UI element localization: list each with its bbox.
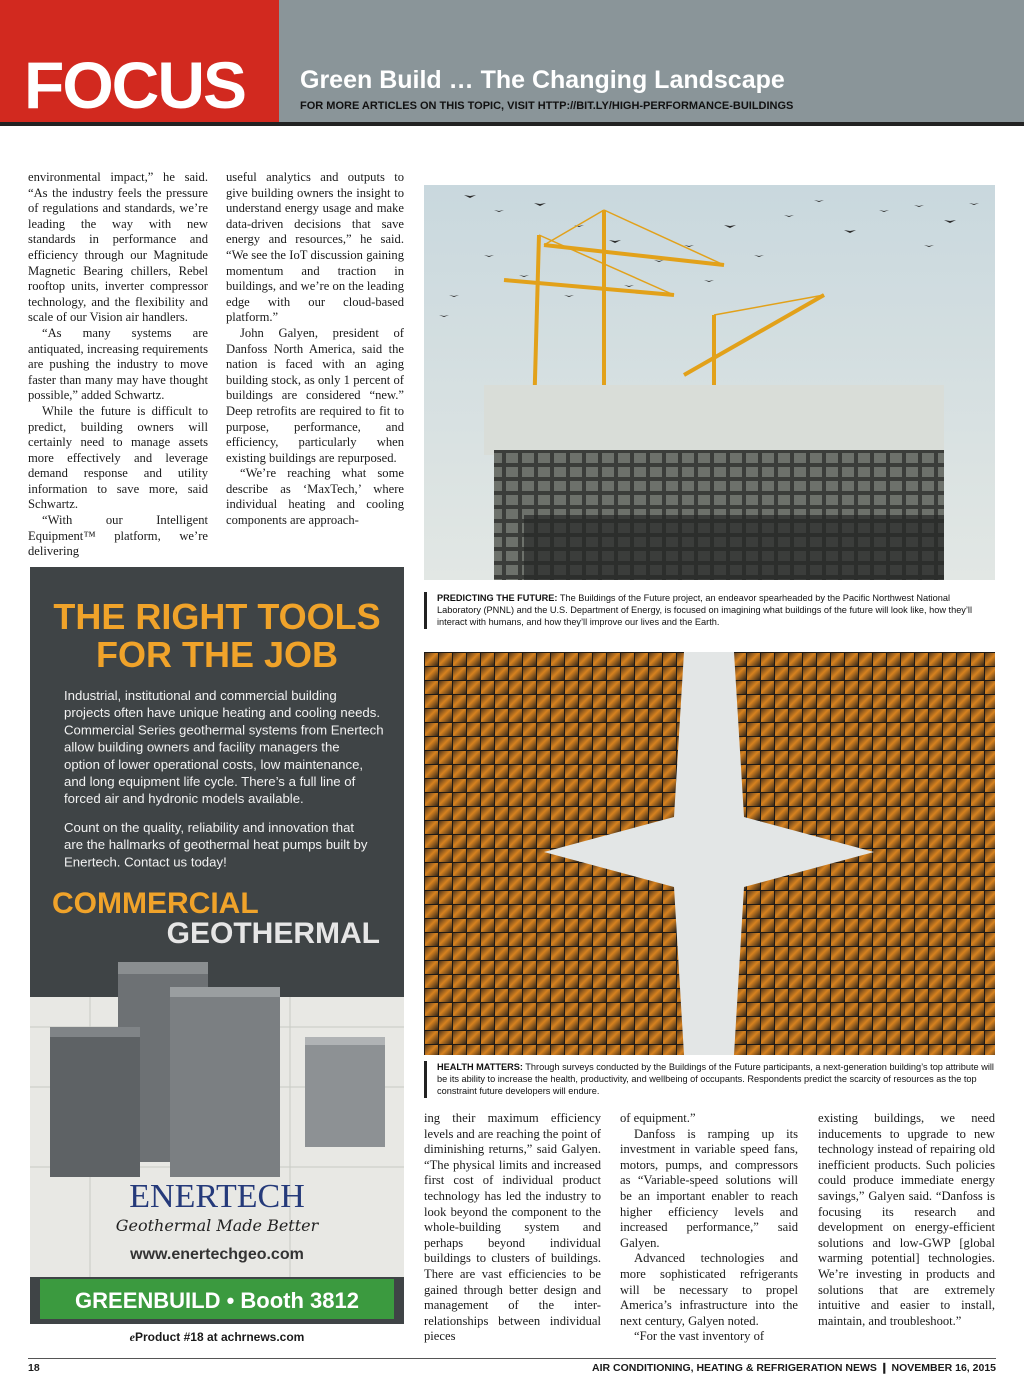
paragraph: While the future is difficult to predict, building owners will certainly need to manage assets more effectively and leverage demand response and utility information to save more, said Schwartz.: [28, 403, 208, 512]
paragraph: environmental impact,” he said. “As the industry feels the pressure of regulations and standards, we’re leading the way with new standards in performance and efficiency through our Magnitude Magnetic Bearing chillers, Rebel rooftop units, inverter compressor technology, and the flexibility and scale of our Vision air handlers.: [28, 170, 208, 325]
paragraph: existing buildings, we need inducements to upgrade to new technology instead of repairing old inefficient products. Such policies could produce immediate energy savings,” Galyen said. “Danfoss is focusing its research and development on energy-efficient solutions and low-GWP [global warming potential] technologies. We’re investing in products and solutions that are extremely intuitive and easier to install, maintain, and troubleshoot.”: [818, 1111, 995, 1328]
eproduct-text: Product #18 at achrnews.com: [134, 1330, 305, 1344]
ad-booth-text: GREENBUILD • Booth 3812: [75, 1288, 359, 1313]
section-link-text[interactable]: FOR MORE ARTICLES ON THIS TOPIC, VISIT HTTP://BIT.LY/HIGH-PERFORMANCE-BUILDINGS: [300, 100, 794, 112]
ad-headline-1: THE RIGHT TOOLS: [53, 596, 381, 637]
section-label: FOCUS: [24, 48, 245, 122]
section-title: Green Build … The Changing Landscape: [300, 66, 785, 94]
eproduct-e: e: [129, 1330, 135, 1344]
paragraph: Advanced technologies and more sophisticated refrigerants will be necessary to propel America’s infrastructure into the next century, Galyen noted.: [620, 1251, 798, 1328]
caption-body: Through surveys conducted by the Buildings of the Future participants, a next-generation building’s top attribute will be its ability to increase the health, productivity, and wellbeing of occupants. Respondents predict the scarcity of resources as the top constraint future developers will endure.: [437, 1062, 994, 1097]
paragraph: John Galyen, president of Danfoss North America, said the nation is faced with an aging building stock, as only 1 percent of buildings are considered “new.” Deep retrofits are required to fit to purpose, performance, and efficiency, particularly when existing buildings are repurposed.: [226, 325, 404, 465]
ad-body-line: Count on the quality, reliability and innovation that: [64, 820, 355, 835]
article-column-2: [226, 170, 404, 529]
ad-url[interactable]: www.enertechgeo.com: [130, 1246, 304, 1263]
paragraph: of equipment.”: [620, 1111, 696, 1125]
paragraph: Danfoss is ramping up its investment in variable speed fans, motors, pumps, and compressors as “Variable-speed solutions will be an important enabler to reach higher efficiency levels and increased performance,” said Galyen.: [620, 1126, 798, 1250]
ad-brand: ENERTECH: [129, 1178, 305, 1215]
page-number: 18: [28, 1362, 40, 1374]
paragraph: “With our Intelligent Equipment™ platform, we’re delivering: [28, 513, 208, 559]
photo-caption-1: [424, 592, 995, 629]
article-column-5: [818, 1111, 995, 1329]
ad-body-line: allow building owners and facility managers the: [64, 739, 340, 755]
caption-heading: PREDICTING THE FUTURE:: [437, 593, 558, 603]
ad-body-line: Industrial, institutional and commercial building: [64, 688, 337, 703]
ad-body-line: Enertech. Contact us today!: [64, 854, 227, 870]
ad-body-line: are the hallmarks of geothermal heat pumps built by: [64, 837, 368, 853]
construction-cranes-photo: [424, 185, 995, 580]
ad-product-caption[interactable]: [30, 1330, 404, 1345]
ad-tagline: Geothermal Made Better: [115, 1216, 319, 1235]
ad-body-1: [64, 688, 384, 806]
footer-publication: AIR CONDITIONING, HEATING & REFRIGERATION NEWS ❙ NOVEMBER 16, 2015: [592, 1362, 996, 1374]
paragraph: “As many systems are antiquated, increasing requirements are pushing the industry to move faster than many may have thought possible,” added Schwartz.: [28, 325, 208, 403]
ad-product-line-1: COMMERCIAL: [52, 887, 259, 920]
paragraph: “For the vast inventory of: [634, 1329, 765, 1344]
paragraph: useful analytics and outputs to give building owners the insight to understand energy usage and make data-driven decisions that save energy and resources,” he said. “We see the IoT discussion gaining momentum and traction in buildings, and we’re on the leading edge with our cloud-based platform.”: [226, 170, 404, 325]
photo-caption-2: [424, 1061, 995, 1098]
ad-body-line: projects often have unique heating and cooling needs.: [64, 705, 381, 721]
caption-body: The Buildings of the Future project, an endeavor spearheaded by the Pacific Northwest National Laboratory (PNNL) and the U.S. Department of Energy, is focused on imagining what buildings of the future will look like, how they’ll interact with humans, and how they’ll improve our lives and the Earth.: [437, 593, 973, 628]
ad-headline-2: FOR THE JOB: [95, 634, 339, 675]
article-column-4: [620, 1111, 798, 1345]
glass-towers-photo: [424, 652, 995, 1055]
paragraph: “We’re reaching what some describe as ‘MaxTech,’ where individual heating and cooling components are approach-: [226, 466, 404, 528]
article-column-3: [424, 1111, 601, 1345]
ad-body-line: and long equipment life cycle. There’s a full line of: [64, 774, 356, 789]
enertech-advertisement[interactable]: [30, 567, 404, 1324]
caption-heading: HEALTH MATTERS:: [437, 1062, 523, 1072]
footer-rule: [28, 1358, 996, 1359]
header-rule: [0, 122, 1024, 126]
ad-body-line: forced air and hydronic models available.: [64, 791, 304, 807]
ad-product-line-2: GEOTHERMAL: [166, 917, 380, 950]
ad-body-line: option of lower operational costs, low maintenance,: [64, 756, 364, 772]
ad-body-line: Commercial Series geothermal systems from Enertech: [64, 722, 384, 738]
article-column-1: [28, 170, 208, 560]
paragraph: ing their maximum efficiency levels and are reaching the point of diminishing returns,” said Galyen. “The physical limits and increased first cost of individual product technology has led the industry to look beyond the component to the whole-building system and perhaps beyond individual buildings to clusters of buildings. There are vast efficiencies to be gained through better design and management of the inter-relationships between individual pieces: [424, 1111, 601, 1344]
